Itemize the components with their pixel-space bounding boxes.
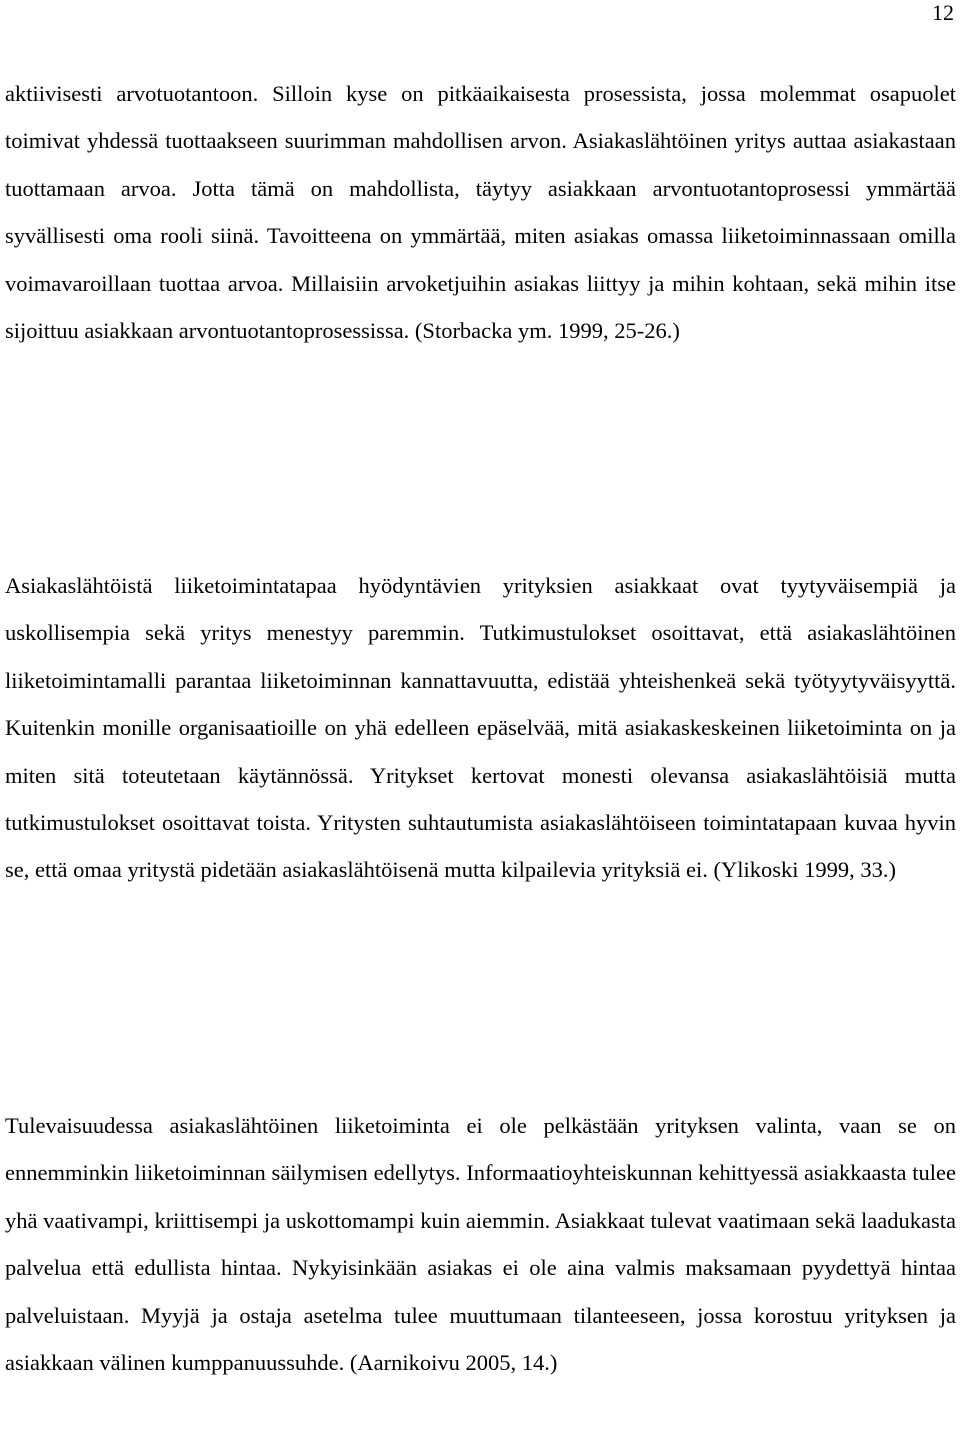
page-number: 12 [932, 0, 954, 25]
body-paragraph-3: Tulevaisuudessa asiakaslähtöinen liiketoiminta ei ole pelkästään yrityksen valinta, vaan se on ennemminkin liiketoiminnan säilymisen edellytys. Informaatioyhteiskunnan kehittyessä asiakkaasta tulee yhä vaativampi, kriittisempi ja uskottomampi kuin aiemmin. Asiakkaat tulevat vaatimaan sekä laadukasta palvelua että edullista hintaa. Nykyisinkään asiakas ei ole aina valmis maksamaan pyydettyä hintaa palveluistaan. Myyjä ja ostaja asetelma tulee muuttumaan tilanteeseen, jossa korostuu yrityksen ja asiakkaan välinen kumppanuussuhde. (Aarnikoivu 2005, 14.) [5, 1113, 956, 1376]
body-paragraph-2: Asiakaslähtöistä liiketoimintatapaa hyödyntävien yrityksien asiakkaat ovat tyytyväisempiä ja uskollisempia sekä yritys menestyy paremmin. Tutkimustulokset osoittavat, että asiakaslähtöinen liiketoimintamalli parantaa liiketoiminnan kannattavuutta, edistää yhteishenkeä sekä työtyytyväisyyttä. Kuitenkin monille organisaatioille on yhä edelleen epäselvää, mitä asiakaskeskeinen liiketoiminta on ja miten sitä toteutetaan käytännössä. Yritykset kertovat monesti olevansa asiakaslähtöisiä mutta tutkimustulokset osoittavat toista. Yritysten suhtautumista asiakaslähtöiseen toimintatapaan kuvaa hyvin se, että omaa yritystä pidetään asiakaslähtöisenä mutta kilpailevia yrityksiä ei. (Ylikoski 1999, 33.) [5, 573, 956, 883]
body-paragraph-1: aktiivisesti arvotuotantoon. Silloin kyse on pitkäaikaisesta prosessista, jossa molemmat osapuolet toimivat yhdessä tuottaakseen suurimman mahdollisen arvon. Asiakaslähtöinen yritys auttaa asiakastaan tuottamaan arvoa. Jotta tämä on mahdollista, täytyy asiakkaan arvontuotantoprosessi ymmärtää syvällisesti oma rooli siinä. Tavoitteena on ymmärtää, miten asiakas omassa liiketoiminnassaan omilla voimavaroillaan tuottaa arvoa. Millaisiin arvoketjuihin asiakas liittyy ja mihin kohtaan, sekä mihin itse sijoittuu asiakkaan arvontuotantoprosessissa. (Storbacka ym. 1999, 25-26.) [5, 81, 956, 344]
